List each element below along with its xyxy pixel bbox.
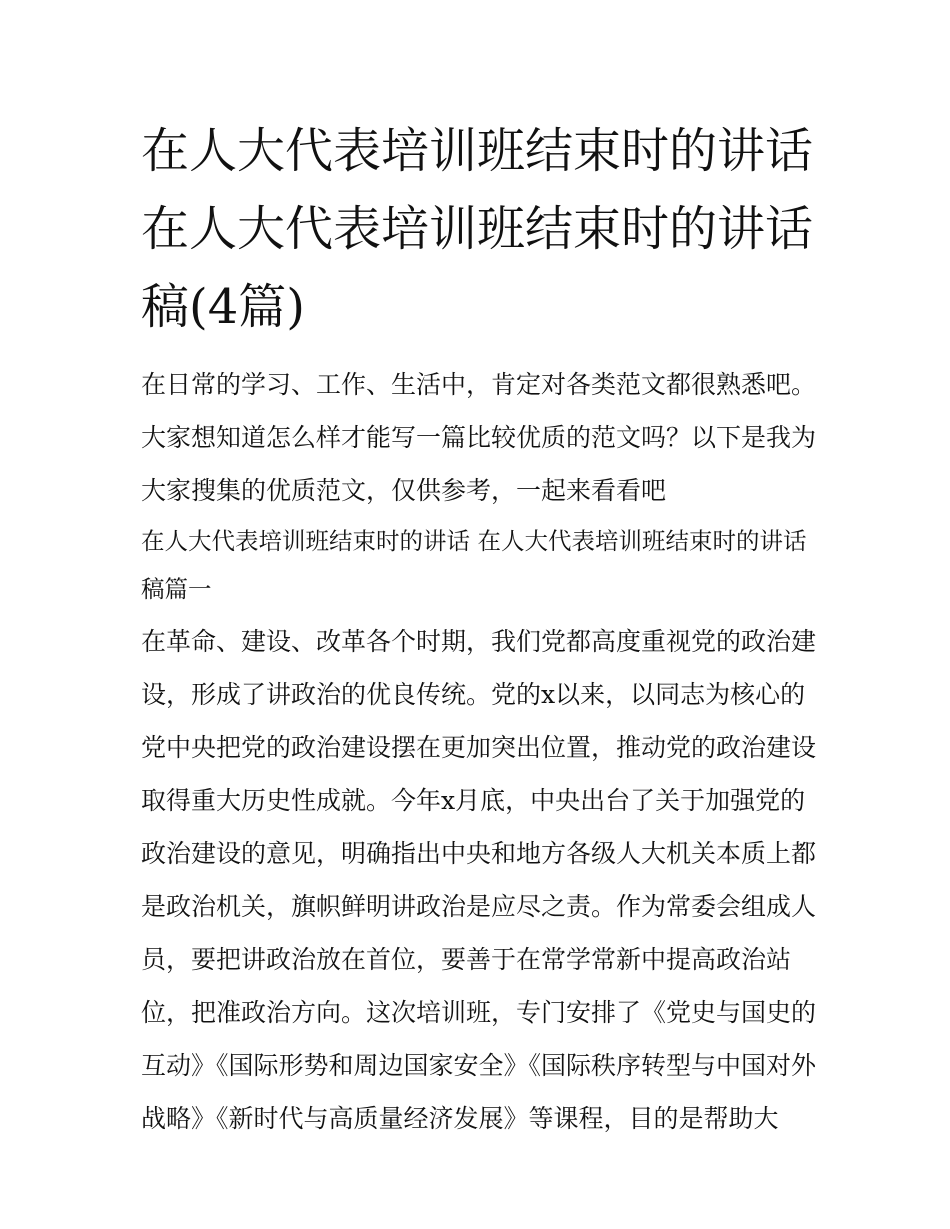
document-title: 在人大代表培训班结束时的讲话 在人大代表培训班结束时的讲话稿(4篇) xyxy=(141,123,814,335)
intro-paragraph: 在日常的学习、工作、生活中，肯定对各类范文都很熟悉吧。大家想知道怎么样才能写一篇比较优质的范文吗？以下是我为大家搜集的优质范文，仅供参考，一起来看看吧 xyxy=(141,370,817,505)
section-heading: 在人大代表培训班结束时的讲话 在人大代表培训班结束时的讲话稿篇一 xyxy=(141,527,807,603)
document-content xyxy=(141,112,816,1145)
body-paragraph: 在革命、建设、改革各个时期，我们党都高度重视党的政治建设，形成了讲政治的优良传统。党的x以来，以同志为核心的党中央把党的政治建设摆在更加突出位置，推动党的政治建设取得重大历史性成就。今年x月底，中央出台了关于加强党的政治建设的意见，明确指出中央和地方各级人大机关本质上都是政治机关，旗帜鲜明讲政治是应尽之责。作为常委会组成人员，要把讲政治放在首位，要善于在常学常新中提高政治站位，把准政治方向。这次培训班，专门安排了《党史与国史的互动》《国际形势和周边国家安全》《国际秩序转型与中国对外战略》《新时代与高质量经济发展》等课程，目的是帮助大 xyxy=(141,627,817,1133)
